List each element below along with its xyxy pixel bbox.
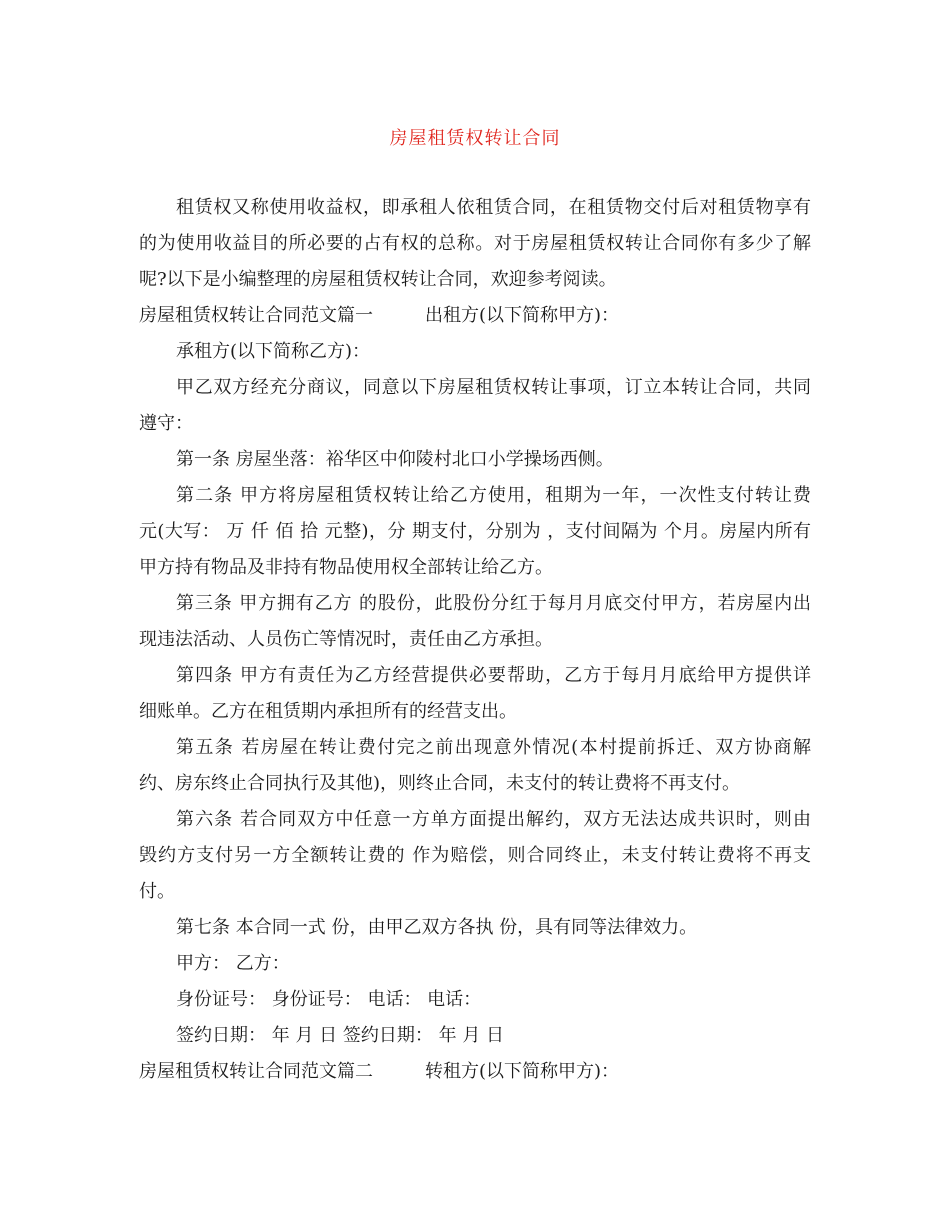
paragraph-line: 第七条 本合同一式 份，由甲乙双方各执 份，具有同等法律效力。 [176, 917, 698, 938]
party-label: 出租方(以下简称甲方)： [425, 305, 620, 326]
signature-line: 甲方： 乙方： [176, 953, 290, 974]
paragraph-line: 承租方(以下简称乙方)： [176, 341, 371, 362]
paragraph-line: 呢?以下是小编整理的房屋租赁权转让合同，欢迎参考阅读。 [139, 269, 617, 290]
section-heading-line [139, 1054, 811, 1090]
paragraph-line: 遵守： [139, 413, 193, 434]
section-heading: 房屋租赁权转让合同范文篇二 [139, 1061, 373, 1082]
document-title: 房屋租赁权转让合同 [389, 128, 561, 149]
paragraph-line: 约、房东终止合同执行及其他)，则终止合同，未支付的转让费将不再支付。 [139, 773, 741, 794]
paragraph-line: 甲乙双方经充分商议，同意以下房屋租赁权转让事项，订立本转让合同，共同 [176, 377, 811, 398]
paragraph-line: 第五条 若房屋在转让费付完之前出现意外情况(本村提前拆迁、双方协商解 [176, 737, 811, 758]
paragraph-line: 的为使用收益目的所必要的占有权的总称。对于房屋租赁权转让合同你有多少了解 [139, 233, 811, 254]
paragraph-line: 毁约方支付另一方全额转让费的 作为赔偿，则合同终止，未支付转让费将不再支 [139, 845, 811, 866]
paragraph-line: 甲方持有物品及非持有物品使用权全部转让给乙方。 [139, 557, 553, 578]
paragraph-line: 租赁权又称使用收益权，即承租人依租赁合同，在租赁物交付后对租赁物享有 [176, 197, 811, 218]
paragraph-line: 第六条 若合同双方中任意一方单方面提出解约，双方无法达成共识时，则由 [176, 809, 811, 830]
paragraph-line: 第四条 甲方有责任为乙方经营提供必要帮助，乙方于每月月底给甲方提供详 [176, 665, 811, 686]
signature-line: 签约日期： 年 月 日 签约日期： 年 月 日 [176, 1025, 505, 1046]
paragraph-line: 第三条 甲方拥有乙方 的股份，此股份分红于每月月底交付甲方，若房屋内出 [176, 593, 811, 614]
paragraph-line: 第二条 甲方将房屋租赁权转让给乙方使用，租期为一年，一次性支付转让费 [176, 485, 811, 506]
paragraph-line: 付。 [139, 881, 175, 902]
paragraph-line: 细账单。乙方在租赁期内承担所有的经营支出。 [139, 701, 517, 722]
paragraph-line: 第一条 房屋坐落：裕华区中仰陵村北口小学操场西侧。 [176, 449, 614, 470]
section-heading-line [139, 298, 811, 334]
document-body [139, 190, 811, 1090]
paragraph-line: 元(大写： 万 仟 佰 拾 元整)，分 期支付，分别为 ，支付间隔为 个月。房屋内所有 [139, 521, 811, 542]
section-heading: 房屋租赁权转让合同范文篇一 [139, 305, 373, 326]
signature-line: 身份证号： 身份证号： 电话： 电话： [176, 989, 482, 1010]
party-label: 转租方(以下简称甲方)： [425, 1061, 620, 1082]
paragraph-line: 现违法活动、人员伤亡等情况时，责任由乙方承担。 [139, 629, 553, 650]
